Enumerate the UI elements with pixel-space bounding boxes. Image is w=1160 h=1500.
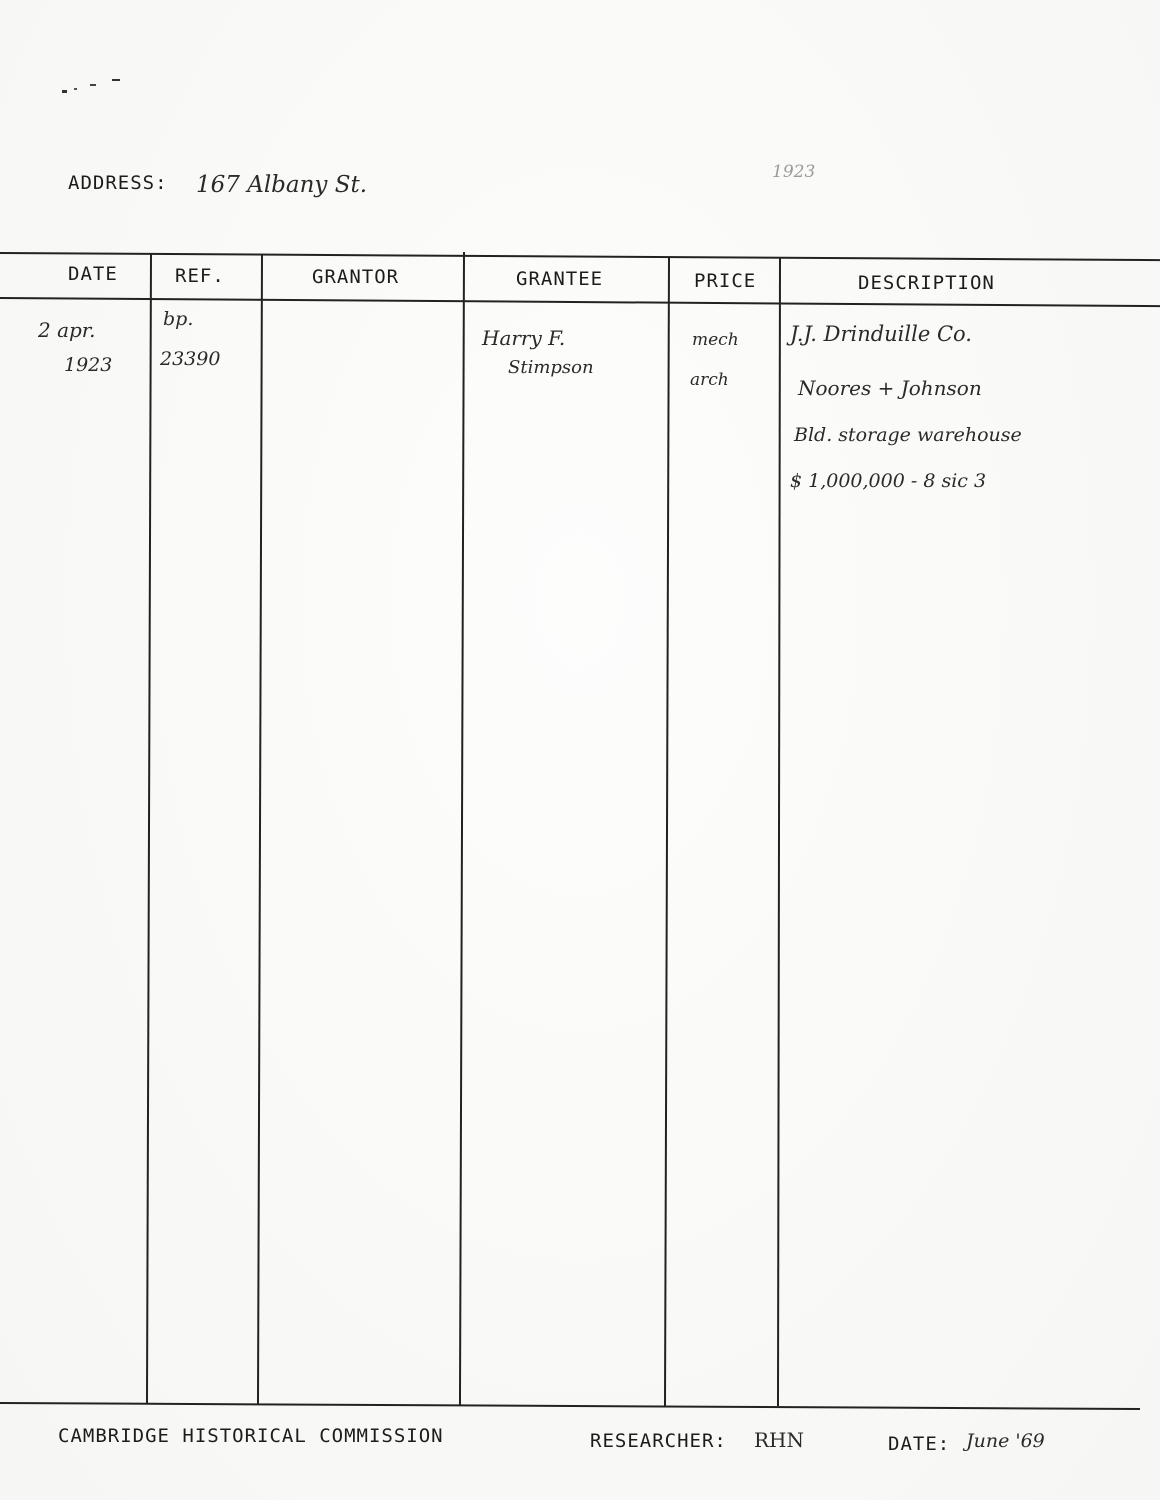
date-label: DATE: [888, 1433, 951, 1455]
year-note: 1923 [772, 162, 816, 182]
address-label: ADDRESS: [68, 172, 168, 194]
row-ref-line1: bp. [163, 308, 194, 330]
row-date-line1: 2 apr. [38, 318, 96, 342]
column-header-grantee: GRANTEE [516, 268, 604, 290]
row-date-line2: 1923 [64, 354, 113, 376]
address-value: 167 Albany St. [196, 172, 368, 198]
column-header-description: DESCRIPTION [858, 272, 995, 294]
row-description-line2: Noores + Johnson [798, 376, 982, 400]
ink-specks [60, 78, 130, 98]
table-bottom-rule [0, 1402, 1140, 1410]
date-value: June '69 [966, 1430, 1045, 1452]
column-header-date: DATE [68, 263, 118, 285]
divider-date-ref [146, 254, 152, 1404]
divider-grantee-price [664, 258, 670, 1406]
commission-name: CAMBRIDGE HISTORICAL COMMISSION [58, 1425, 444, 1447]
column-header-price: PRICE [694, 270, 757, 292]
row-price-line1: mech [692, 330, 739, 350]
column-header-ref: REF. [175, 265, 225, 287]
column-header-grantor: GRANTOR [312, 266, 400, 288]
row-grantee-line2: Stimpson [508, 357, 594, 378]
row-description-line4: $ 1,000,000 - 8 sic 3 [790, 470, 987, 492]
researcher-label: RESEARCHER: [590, 1430, 727, 1452]
divider-grantor-grantee [459, 252, 465, 1406]
divider-price-description [777, 258, 781, 1406]
header-bottom-rule [0, 297, 1160, 307]
table-top-rule [0, 252, 1160, 261]
row-description-line3: Bld. storage warehouse [794, 424, 1022, 446]
row-ref-line2: 23390 [160, 348, 221, 370]
researcher-value: RHN [754, 1428, 804, 1452]
row-grantee-line1: Harry F. [482, 326, 566, 350]
divider-ref-grantor [257, 255, 263, 1404]
row-price-line2: arch [690, 370, 729, 390]
row-description-line1: J.J. Drinduille Co. [790, 322, 972, 346]
